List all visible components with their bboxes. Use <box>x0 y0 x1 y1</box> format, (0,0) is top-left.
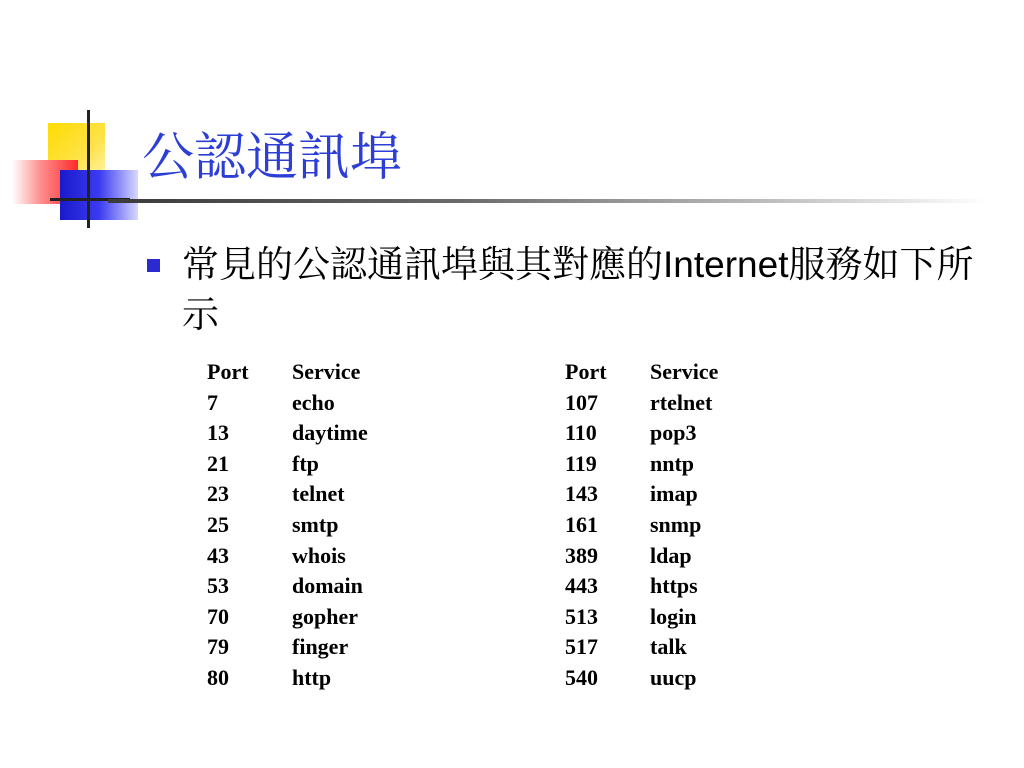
port-cell: 13 <box>207 420 229 446</box>
service-cell: ftp <box>292 450 319 476</box>
slide-title: 公認通訊埠 <box>142 128 403 188</box>
table-header-row <box>207 357 452 388</box>
header-service: Service <box>650 359 719 384</box>
service-cell: ldap <box>650 542 692 568</box>
table-row <box>565 479 810 510</box>
table-row <box>565 418 810 449</box>
bullet-text-internet: Internet <box>663 244 789 285</box>
table-row <box>207 418 452 449</box>
title-underline <box>108 199 988 203</box>
service-cell: finger <box>292 634 349 660</box>
service-cell: https <box>650 573 698 599</box>
port-cell: 110 <box>565 420 597 446</box>
port-cell: 513 <box>565 603 598 629</box>
port-cell: 79 <box>207 634 229 660</box>
service-cell: http <box>292 664 332 690</box>
table-row <box>207 602 452 633</box>
service-cell: daytime <box>292 420 368 446</box>
service-cell: echo <box>292 389 335 415</box>
service-cell: nntp <box>650 450 695 476</box>
logo-blue-square <box>60 170 138 220</box>
port-table-right <box>565 357 810 694</box>
table-row <box>207 510 452 541</box>
port-cell: 119 <box>565 450 597 476</box>
bullet-text <box>182 240 997 340</box>
table-row <box>565 602 810 633</box>
service-cell: uucp <box>650 664 697 690</box>
service-cell: telnet <box>292 481 345 507</box>
service-cell: rtelnet <box>650 389 713 415</box>
service-cell: pop3 <box>650 420 697 446</box>
service-cell: talk <box>650 634 687 660</box>
table-row <box>207 571 452 602</box>
header-port: Port <box>565 359 607 384</box>
table-row <box>565 449 810 480</box>
bullet-text-part2: 服務如下所示 <box>182 243 974 336</box>
table-row <box>565 388 810 419</box>
table-row <box>565 571 810 602</box>
port-cell: 517 <box>565 634 598 660</box>
port-cell: 70 <box>207 603 229 629</box>
port-cell: 107 <box>565 389 598 415</box>
table-header-row <box>565 357 810 388</box>
port-cell: 23 <box>207 481 229 507</box>
service-cell: whois <box>292 542 346 568</box>
logo-vertical-line <box>87 110 90 228</box>
header-port: Port <box>207 359 249 384</box>
port-cell: 53 <box>207 573 229 599</box>
table-row <box>207 663 452 694</box>
service-cell: gopher <box>292 603 358 629</box>
port-table-left <box>207 357 452 694</box>
port-cell: 43 <box>207 542 229 568</box>
table-row <box>207 632 452 663</box>
table-row <box>565 663 810 694</box>
port-cell: 25 <box>207 511 229 537</box>
service-cell: imap <box>650 481 698 507</box>
service-cell: login <box>650 603 697 629</box>
header-service: Service <box>292 359 361 384</box>
bullet-text-part1: 常見的公認通訊埠與其對應的 <box>182 243 663 286</box>
slide-logo-decoration <box>0 0 200 240</box>
table-row <box>565 541 810 572</box>
table-row <box>207 479 452 510</box>
port-cell: 21 <box>207 450 229 476</box>
table-row <box>565 632 810 663</box>
service-cell: snmp <box>650 511 702 537</box>
table-row <box>207 449 452 480</box>
port-cell: 540 <box>565 664 598 690</box>
table-row <box>565 510 810 541</box>
table-row <box>207 388 452 419</box>
port-cell: 143 <box>565 481 598 507</box>
table-row <box>207 541 452 572</box>
service-cell: domain <box>292 573 363 599</box>
port-cell: 80 <box>207 664 229 690</box>
port-cell: 443 <box>565 573 598 599</box>
port-cell: 389 <box>565 542 598 568</box>
bullet-square-icon <box>147 259 160 272</box>
port-cell: 7 <box>207 389 218 415</box>
port-cell: 161 <box>565 511 598 537</box>
service-cell: smtp <box>292 511 339 537</box>
